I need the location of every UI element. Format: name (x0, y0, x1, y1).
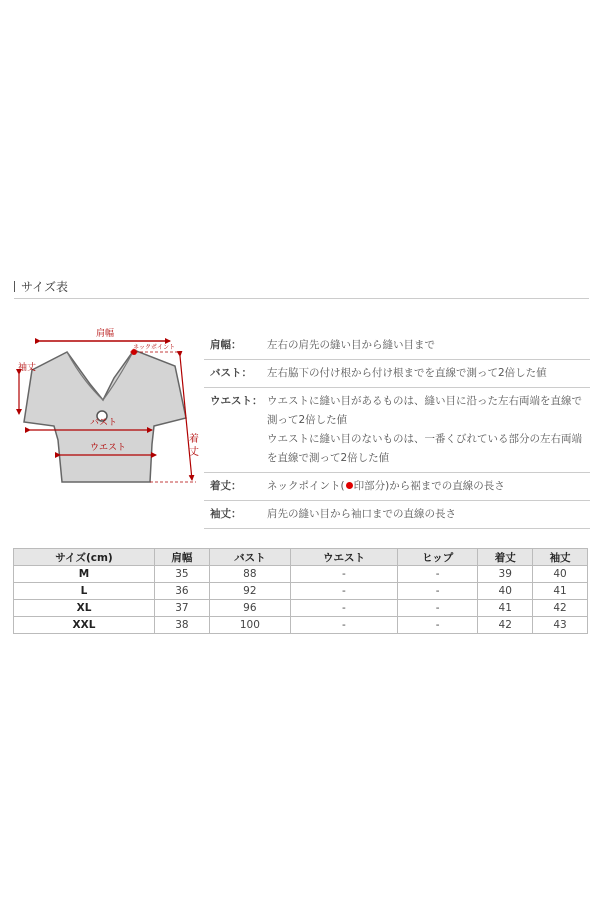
measurement-descriptions (204, 332, 590, 529)
table-row (14, 600, 588, 617)
cell: 39 (478, 566, 533, 583)
desc-pre: ネックポイント( (267, 480, 345, 492)
section-title-text: サイズ表 (21, 280, 69, 294)
header-shoulder: 肩幅 (155, 549, 210, 566)
cell: 38 (155, 617, 210, 634)
cell: 42 (533, 600, 588, 617)
desc-key: 着丈： (210, 480, 242, 492)
cell-size: L (14, 583, 155, 600)
cell-size: M (14, 566, 155, 583)
cell: 42 (478, 617, 533, 634)
header-sleeve: 袖丈 (533, 549, 588, 566)
desc-key: 肩幅： (210, 339, 242, 351)
desc-value: 肩先の縫い目から袖口までの直線の長さ (267, 508, 456, 520)
cell: 41 (533, 583, 588, 600)
cell: 36 (155, 583, 210, 600)
desc-value (267, 477, 590, 496)
size-table (13, 548, 588, 634)
cell: 43 (533, 617, 588, 634)
bust-label: バスト (90, 418, 118, 428)
waist-label: ウエスト (90, 443, 127, 453)
title-bar (14, 281, 15, 292)
desc-value (267, 392, 590, 468)
cell: 100 (209, 617, 290, 634)
desc-post: 印部分)から裾までの直線の長さ (353, 480, 505, 492)
cell: - (290, 600, 397, 617)
red-dot-icon (346, 482, 353, 489)
header-bust: バスト (209, 549, 290, 566)
header-size: サイズ(cm) (14, 549, 155, 566)
garment-diagram (10, 322, 208, 494)
shoulder-label: 肩幅 (96, 329, 115, 339)
desc-row-sleeve (204, 501, 590, 529)
desc-key: ウエスト： (210, 395, 263, 407)
desc-row-shoulder (204, 332, 590, 360)
desc-row-length (204, 473, 590, 501)
desc-value: 左右脇下の付け根から付け根までを直線で測って2倍した値 (267, 367, 547, 379)
cell: 40 (478, 583, 533, 600)
neckpoint-label: ネックポイント (133, 344, 176, 351)
length-label-1: 着 (189, 434, 199, 445)
desc-row-bust (204, 360, 590, 388)
divider (14, 298, 589, 299)
header-hip: ヒップ (398, 549, 478, 566)
desc-key: 袖丈： (210, 508, 242, 520)
table-row (14, 566, 588, 583)
cell: 92 (209, 583, 290, 600)
desc-row-waist (204, 388, 590, 473)
cell: 41 (478, 600, 533, 617)
section-title (14, 278, 68, 295)
table-row (14, 617, 588, 634)
desc-key: バスト： (210, 367, 252, 379)
cell: - (290, 617, 397, 634)
desc-line: ウエストに縫い目のないものは、一番くびれている部分の左右両端 (267, 433, 582, 445)
desc-line: 測って2倍した値 (267, 414, 348, 426)
cell: - (398, 600, 478, 617)
header-length: 着丈 (478, 549, 533, 566)
table-row (14, 583, 588, 600)
sleeve-label: 袖丈 (18, 363, 37, 373)
desc-line: ウエストに縫い目があるものは、縫い目に沿った左右両端を直線で (267, 395, 582, 407)
cell: - (290, 583, 397, 600)
cell-size: XL (14, 600, 155, 617)
desc-value: 左右の肩先の縫い目から縫い目まで (267, 339, 435, 351)
cell: 37 (155, 600, 210, 617)
cell: - (398, 617, 478, 634)
desc-line: を直線で測って2倍した値 (267, 452, 390, 464)
cell: - (398, 583, 478, 600)
cell: 35 (155, 566, 210, 583)
cell: - (290, 566, 397, 583)
cell: 88 (209, 566, 290, 583)
header-waist: ウエスト (290, 549, 397, 566)
table-header-row (14, 549, 588, 566)
length-label-2: 丈 (189, 447, 199, 458)
cell-size: XXL (14, 617, 155, 634)
cell: - (398, 566, 478, 583)
cell: 40 (533, 566, 588, 583)
cell: 96 (209, 600, 290, 617)
garment-svg (10, 322, 208, 494)
